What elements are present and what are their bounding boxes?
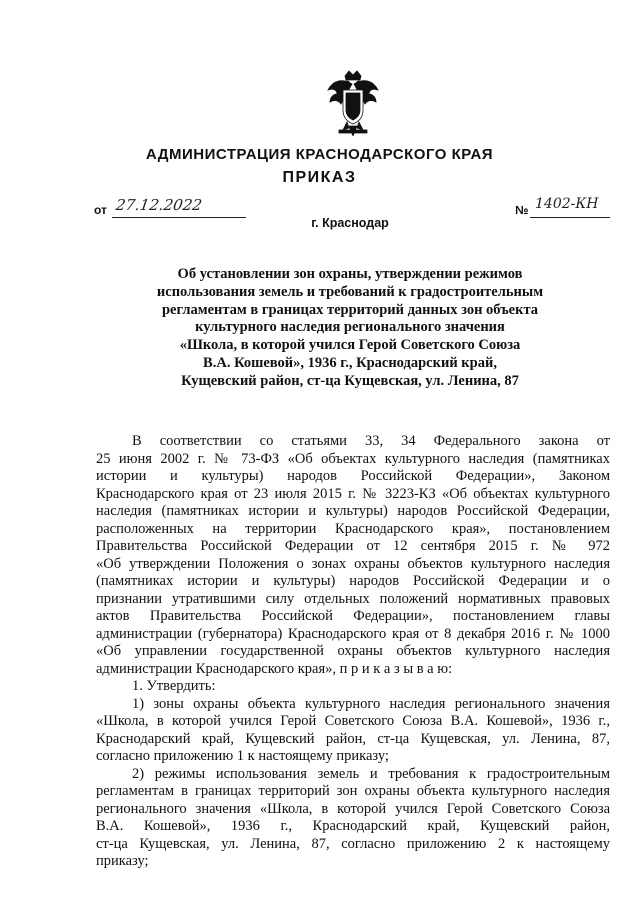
body-line: признании утратившими силу отдельных положений нормативных правовых: [96, 590, 610, 607]
body-line: «Об утверждении Положения о зонах охраны объектов культурного наследия: [96, 555, 610, 572]
subject-line: культурного наследия регионального значения: [195, 319, 505, 336]
date-label: от: [94, 203, 107, 217]
subject-line: использования земель и требований к градостроительным: [156, 283, 544, 300]
body-line: ст-ца Кущевская, ул. Ленина, 87, согласно приложению 2 к настоящему: [96, 835, 610, 852]
body-line: регламентам в границах территорий зон охраны объекта культурного наследия: [96, 783, 610, 799]
body-line: В соответствии со статьями 33, 34 Федерального закона от: [132, 433, 610, 449]
body-line: «Школа, в которой учился Герой Советского Союза В.А. Кошевой», 1936 г.,: [96, 713, 610, 729]
city-name: г. Краснодар: [311, 216, 389, 230]
subject-line: регламентам в границах территорий данных зон объекта: [161, 301, 538, 318]
subject-title: [130, 266, 570, 391]
date-handwritten: 27.12.2022: [114, 196, 204, 214]
body-line: актов Правительства Российской Федерации», постановлением главы: [96, 608, 610, 624]
number-label: №: [515, 203, 529, 217]
body-line: 1. Утвердить:: [132, 678, 216, 694]
body-text: [96, 433, 610, 871]
body-line: регионального значения «Школа, в которой учился Герой Советского Союза: [96, 800, 610, 817]
number-handwritten: 1402-КН: [535, 196, 599, 212]
subject-line: Об установлении зон охраны, утверждении режимов: [177, 266, 523, 282]
body-line: Краснодарский край, Кущевский район, ст-ца Кущевская, ул. Ленина, 87,: [96, 730, 610, 747]
body-line: (памятниках истории и культуры) народов Российской Федерации и о: [96, 573, 610, 589]
body-line: Краснодарского края от 23 июля 2015 г. № 3223-КЗ «Об объектах культурного: [96, 485, 610, 502]
body-line: наследия (памятниках истории и культуры) народов Российской Федерации,: [96, 503, 610, 519]
subject-line: В.А. Кошевой», 1936 г., Краснодарский край,: [203, 354, 497, 371]
body-line: расположенных на территории Краснодарского края», постановлением: [96, 520, 610, 537]
body-line: истории и культуры) народов Российской Федерации», Законом: [96, 468, 610, 484]
body-line: 1) зоны охраны объекта культурного наследия регионального значения: [132, 695, 610, 712]
body-line: администрации Краснодарского края», п р и к а з ы в а ю:: [96, 660, 453, 677]
body-line: Правительства Российской Федерации от 12 сентября 2015 г. № 972: [96, 538, 610, 554]
number-underline: [530, 217, 610, 218]
subject-line: Кущевский район, ст-ца Кущевская, ул. Ленина, 87: [181, 372, 519, 389]
body-line: администрации (губернатора) Краснодарского края от 8 декабря 2016 г. № 1000: [96, 625, 610, 642]
coat-of-arms-emblem: [325, 70, 381, 136]
organization-name: АДМИНИСТРАЦИЯ КРАСНОДАРСКОГО КРАЯ: [145, 146, 494, 163]
body-line: приказу;: [96, 853, 149, 869]
body-line: В.А. Кошевой», 1936 г., Краснодарский край, Кущевский район,: [96, 818, 610, 834]
body-line: «Об управлении государственной охраны объектов культурного наследия: [96, 643, 610, 659]
document-type: ПРИКАЗ: [282, 169, 357, 186]
subject-line: «Школа, в которой учился Герой Советского Союза: [179, 337, 521, 354]
body-line: 25 июня 2002 г. № 73-ФЗ «Об объектах культурного наследия (памятниках: [96, 450, 610, 467]
body-line: 2) режимы использования земель и требования к градостроительным: [132, 765, 610, 782]
body-line: согласно приложению 1 к настоящему приказу;: [96, 748, 389, 764]
